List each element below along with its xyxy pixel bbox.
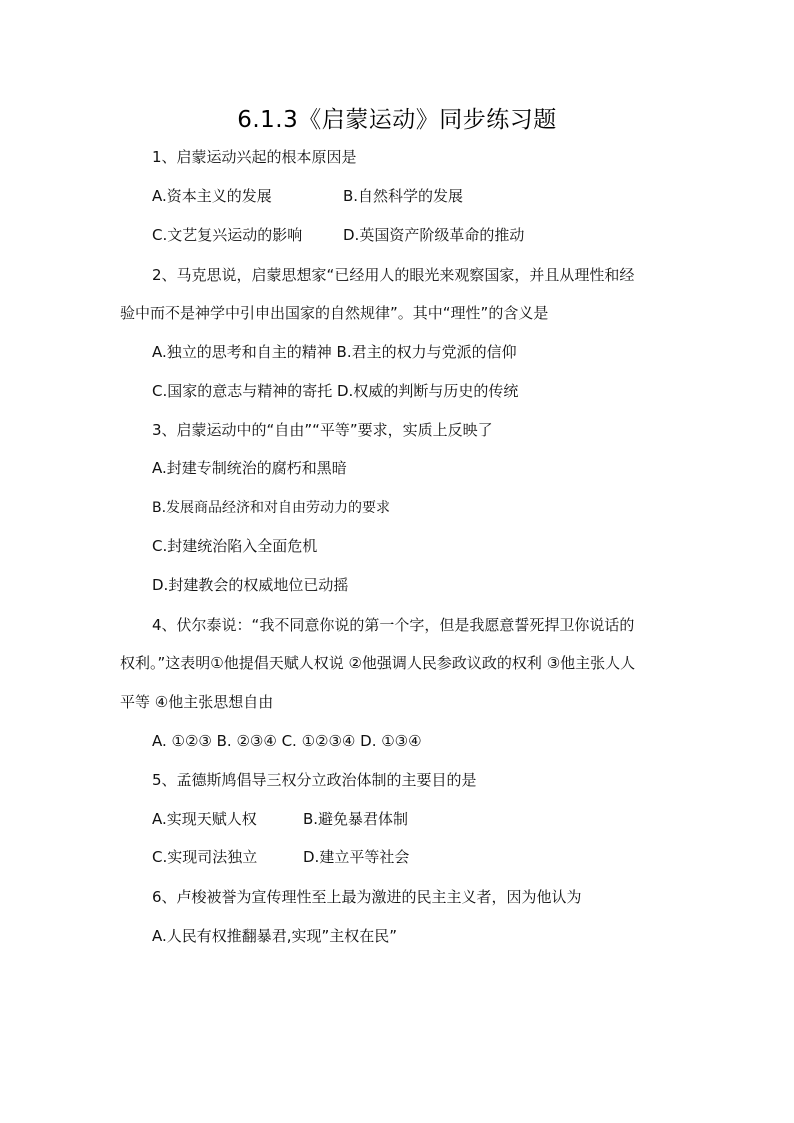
- question-2-stem-line-1: 2、马克思说，启蒙思想家“已经用人的眼光来观察国家，并且从理性和经: [152, 266, 635, 284]
- question-5-option-b: B.避免暴君体制: [303, 810, 409, 828]
- question-5-option-d: D.建立平等社会: [303, 848, 410, 866]
- question-2-options-cd: C.国家的意志与精神的寄托 D.权威的判断与历史的传统: [152, 382, 519, 400]
- question-4-stem-line-1: 4、伏尔泰说：“我不同意你说的第一个字，但是我愿意誓死捍卫你说话的: [152, 616, 635, 634]
- question-4-options: A. ①②③ B. ②③④ C. ①②③④ D. ①③④: [152, 732, 422, 750]
- question-1-option-d: D.英国资产阶级革命的推动: [343, 226, 525, 244]
- question-1-option-b: B.自然科学的发展: [343, 187, 464, 205]
- question-3-stem: 3、启蒙运动中的“自由”“平等”要求，实质上反映了: [152, 421, 493, 439]
- question-5-stem: 5、孟德斯鸠倡导三权分立政治体制的主要目的是: [152, 771, 477, 789]
- question-2-stem-line-2: 验中而不是神学中引申出国家的自然规律”。其中“理性”的含义是: [120, 304, 549, 322]
- question-1-option-a: A.资本主义的发展: [152, 187, 272, 205]
- question-4-stem-line-2: 权利。”这表明①他提倡天赋人权说 ②他强调人民参政议政的权利 ③他主张人人: [120, 654, 636, 672]
- question-5-option-c: C.实现司法独立: [152, 848, 258, 866]
- question-5-option-a: A.实现天赋人权: [152, 810, 257, 828]
- question-4-stem-line-3: 平等 ④他主张思想自由: [120, 693, 274, 711]
- question-2-options-ab: A.独立的思考和自主的精神 B.君主的权力与党派的信仰: [152, 343, 517, 361]
- question-3-option-b: B.发展商品经济和对自由劳动力的要求: [152, 500, 391, 516]
- question-6-option-a: A.人民有权推翻暴君,实现”主权在民”: [152, 927, 398, 945]
- question-6-stem: 6、卢梭被誉为宣传理性至上最为激进的民主主义者，因为他认为: [152, 888, 582, 906]
- document-title: 6.1.3《启蒙运动》同步练习题: [237, 107, 557, 133]
- question-3-option-a: A.封建专制统治的腐朽和黑暗: [152, 459, 347, 477]
- question-3-option-c: C.封建统治陷入全面危机: [152, 537, 318, 555]
- question-3-option-d: D.封建教会的权威地位已动摇: [152, 576, 349, 594]
- question-1-option-c: C.文艺复兴运动的影响: [152, 226, 303, 244]
- question-1-stem: 1、启蒙运动兴起的根本原因是: [152, 148, 357, 166]
